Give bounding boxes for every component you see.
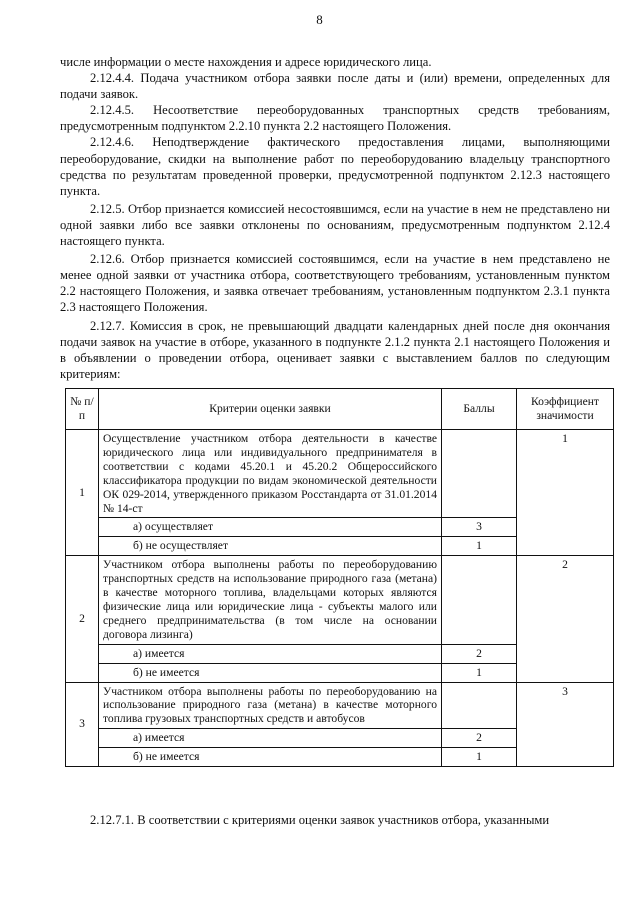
criterion-text: Участником отбора выполнены работы по переоборудованию на использование природного газа (метана) в качестве моторного топлива грузовых транспортных средств и автобусов: [99, 682, 442, 729]
criterion-text: Участником отбора выполнены работы по переоборудованию транспортных средств на использование природного газа (метана) в качестве моторного топлива, владельцами которых являются физические лица или юридические лица - субъекты малого или среднего предпринимательства (в том числе на основании договора лизинга): [99, 556, 442, 644]
paragraph: 2.12.6. Отбор признается комиссией состоявшимся, если на участие в нем представлено не менее одной заявки от участника отбора, соответствующего требованиям, установленным пунктом 2.2 настоящего Положения, и заявка отвечает требованиям, установленным подпунктом 2.3.1 пункта 2.3 настоящего Положения.: [60, 252, 610, 315]
table-row: [66, 682, 614, 729]
footer-paragraph: 2.12.7.1. В соответствии с критериями оценки заявок участников отбора, указанными: [90, 813, 550, 827]
header-criteria: Критерии оценки заявки: [99, 389, 442, 430]
criterion-score: [442, 556, 517, 644]
option-score: 1: [442, 537, 517, 556]
criterion-score: [442, 430, 517, 518]
option-score: 3: [442, 518, 517, 537]
paragraph: 2.12.5. Отбор признается комиссией несостоявшимся, если на участие в нем не представлено ни одной заявки либо все заявки отклонены по основаниям, предусмотренным подпунктом 2.12.4 настоящего пункта.: [60, 201, 610, 249]
coefficient: 1: [517, 430, 614, 556]
option-label: а) имеется: [99, 644, 442, 663]
option-score: 2: [442, 729, 517, 748]
option-label: б) не имеется: [99, 663, 442, 682]
row-number: 3: [66, 682, 99, 767]
paragraph: 2.12.4.5. Несоответствие переоборудованных транспортных средств требованиям, предусмотренным подпунктом 2.2.10 пункта 2.2 настоящего Положения.: [60, 103, 610, 134]
table-row: [66, 430, 614, 518]
option-label: а) осуществляет: [99, 518, 442, 537]
option-score: 2: [442, 644, 517, 663]
option-score: 1: [442, 663, 517, 682]
row-number: 2: [66, 556, 99, 682]
body-text: [60, 54, 610, 382]
paragraph: 2.12.4.4. Подача участником отбора заявки после даты и (или) времени, определенных для подачи заявок.: [60, 71, 610, 102]
coefficient: 2: [517, 556, 614, 682]
table-header-row: [66, 389, 614, 430]
paragraph: 2.12.4.6. Неподтверждение фактического предоставления лицами, выполняющими переоборудование, скидки на выполнение работ по переоборудованию владельцу транспортного средства по результатам проведенной проверки, предусмотренной подпунктом 2.12.3 настоящего пункта.: [60, 135, 610, 198]
table-row: [66, 556, 614, 644]
criterion-text: Осуществление участником отбора деятельности в качестве юридического лица или индивидуального предпринимателя в соответствии с кодами 45.20.1 и 45.20.2 Общероссийского классификатора продукции по видам экономической деятельности ОК 029-2014, утвержденного приказом Росстандарта от 31.01.2014 № 14-ст: [99, 430, 442, 518]
paragraph: числе информации о месте нахождения и адресе юридического лица.: [60, 55, 432, 69]
header-coef: Коэффициент значимости: [517, 389, 614, 430]
header-num: № п/п: [66, 389, 99, 430]
criterion-score: [442, 682, 517, 729]
header-score: Баллы: [442, 389, 517, 430]
option-score: 1: [442, 748, 517, 767]
coefficient: 3: [517, 682, 614, 767]
option-label: б) не осуществляет: [99, 537, 442, 556]
option-label: а) имеется: [99, 729, 442, 748]
paragraph: 2.12.7. Комиссия в срок, не превышающий двадцати календарных дней после дня окончания подачи заявок на участие в отборе, указанного в подпункте 2.1.2 пункта 2.1 настоящего Положения и в объявлении о проведении отбора, оценивает заявки с выставлением баллов по следующим критериям:: [60, 318, 610, 381]
criteria-table: [65, 388, 614, 767]
page-number: 8: [316, 12, 323, 27]
option-label: б) не имеется: [99, 748, 442, 767]
row-number: 1: [66, 430, 99, 556]
